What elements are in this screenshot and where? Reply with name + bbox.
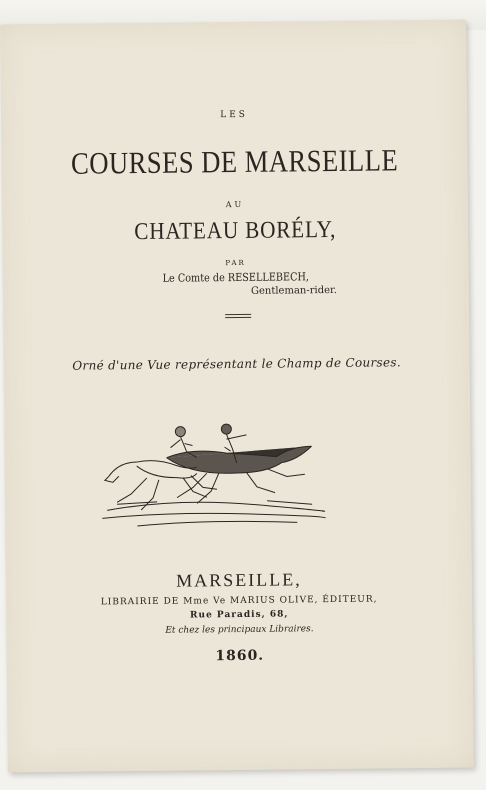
title-connector: AU — [225, 199, 245, 210]
author-role: Gentleman-rider. — [250, 284, 337, 297]
book-title-page — [0, 20, 474, 773]
by-label: PAR — [225, 258, 246, 268]
publication-city: MARSEILLE, — [176, 569, 302, 591]
decorative-rule — [225, 314, 251, 318]
illustration-caption: Orné d'une Vue représentant le Champ de Courses. — [72, 355, 402, 373]
book-title: COURSES DE MARSEILLE — [70, 142, 399, 181]
title-prefix: LES — [220, 109, 248, 121]
distribution-note: Et chez les principaux Libraires. — [165, 624, 314, 636]
publication-year: 1860. — [215, 647, 265, 665]
author-name: Le Comte de RESELLEBECH, — [162, 270, 310, 285]
publisher: LIBRAIRIE DE Mme Ve MARIUS OLIVE, ÉDITEUR, — [100, 594, 378, 608]
publisher-address: Rue Paradis, 68, — [189, 609, 289, 621]
book-title-location: CHATEAU BORÉLY, — [134, 216, 337, 246]
horse-race-engraving — [96, 416, 327, 533]
